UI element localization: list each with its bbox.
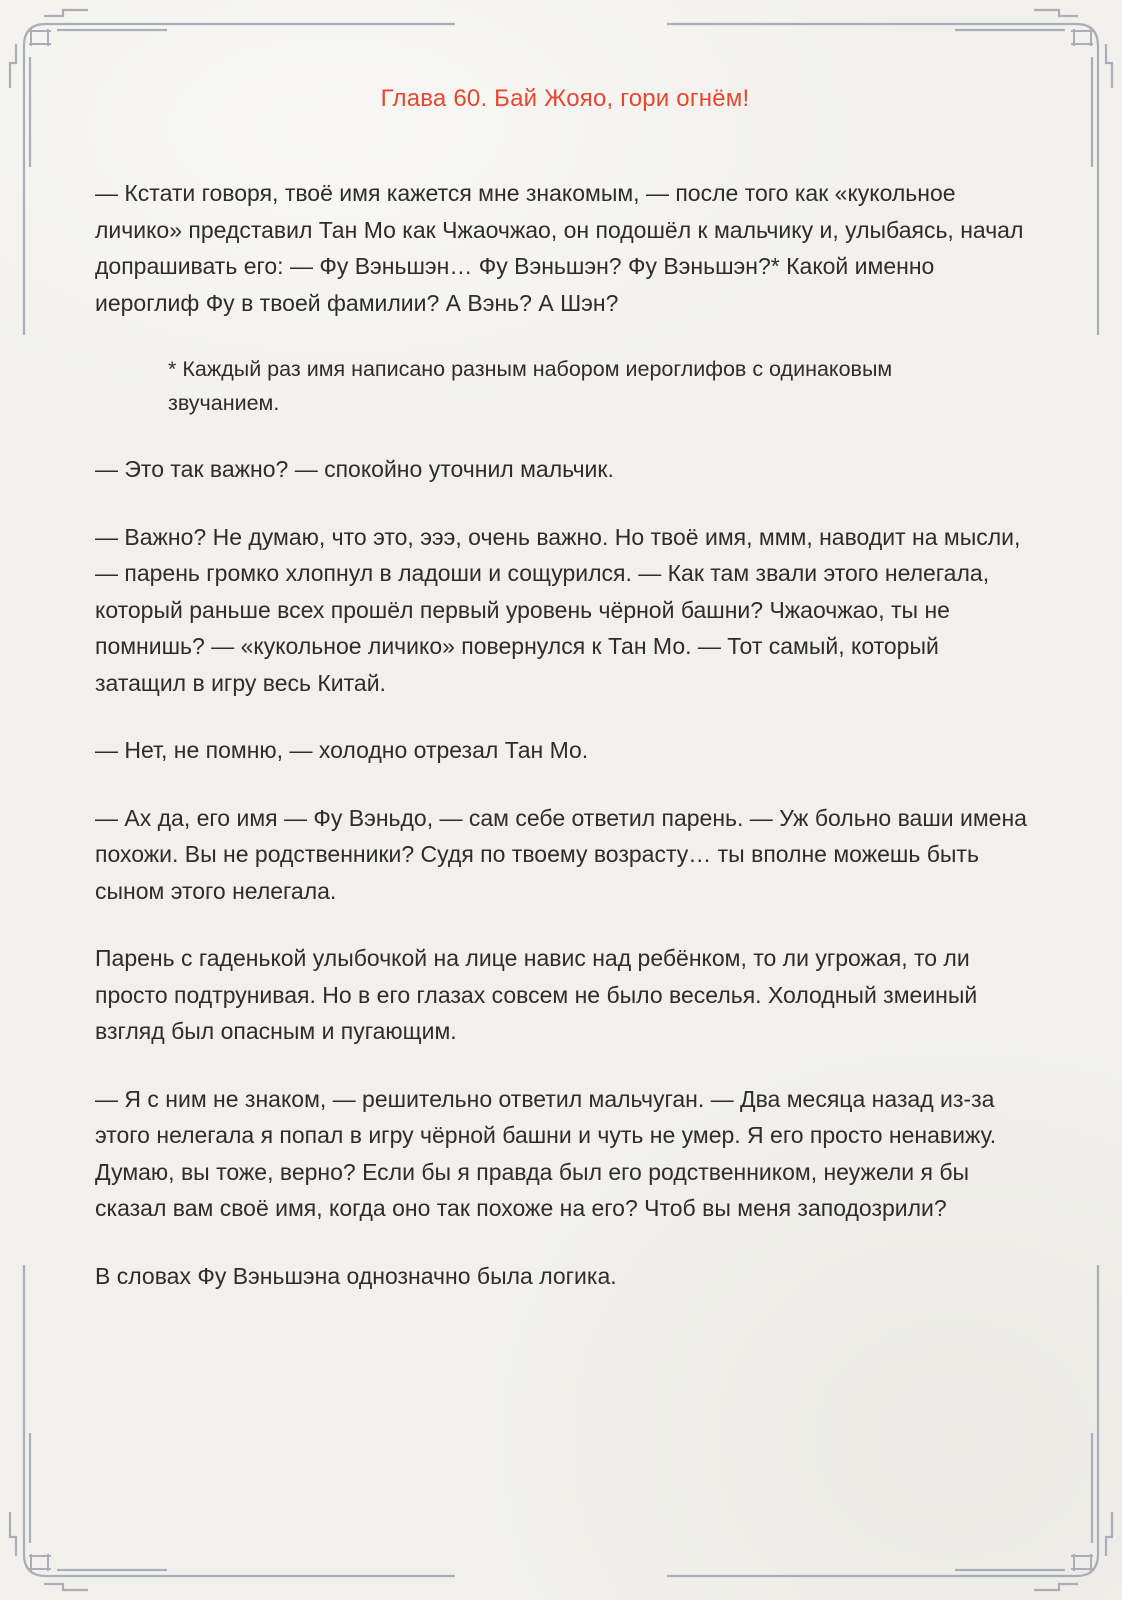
- paragraph-dialogue: — Важно? Не думаю, что это, эээ, очень важно. Но твоё имя, ммм, наводит на мысли, — парень громко хлопнул в ладоши и сощурился. — Как там звали этого нелегала, который раньше всех прошёл первый уровень чёрной башни? Чжаочжао, ты не помнишь? — «кукольное личико» повернулся к Тан Мо. — Тот самый, который затащил в игру весь Китай.: [95, 523, 1021, 696]
- paragraph-dialogue: — Кстати говоря, твоё имя кажется мне знакомым, — после того как «кукольное личико» представил Тан Мо как Чжаочжао, он подошёл к мальчику и, улыбаясь, начал допрашивать его: — Фу Вэньшэн… Фу Вэньшэн? Фу Вэньшэн?* Какой именно иероглиф Фу в твоей фамилии? А Вэнь? А Шэн?: [95, 180, 1024, 316]
- chapter-text-block: [95, 175, 1035, 1294]
- corner-frame-bottom-left-icon: [0, 1250, 561, 1600]
- paragraph-dialogue: — Ах да, его имя — Фу Вэньдо, — сам себе ответил парень. — Уж больно ваши имена похожи. Вы не родственники? Судя по твоему возрасту… ты вполне можешь быть сыном этого нелегала.: [95, 804, 1027, 904]
- chapter-title: Глава 60. Бай Жояо, гори огнём!: [380, 85, 750, 112]
- paragraph-narration: Парень с гаденькой улыбочкой на лице навис над ребёнком, то ли угрожая, то ли просто подтрунивая. Но в его глазах совсем не было веселья. Холодный змеиный взгляд был опасным и пугающим.: [95, 945, 978, 1044]
- paragraph-footnote: * Каждый раз имя написано разным набором иероглифов с одинаковым звучанием.: [168, 357, 893, 415]
- paragraph-narration: В словах Фу Вэньшэна однозначно была логика.: [95, 1262, 617, 1289]
- paragraph-dialogue: — Нет, не помню, — холодно отрезал Тан Мо.: [95, 737, 589, 763]
- corner-frame-bottom-right-icon: [561, 1250, 1122, 1600]
- paragraph-dialogue: — Я с ним не знаком, — решительно ответил мальчуган. — Два месяца назад из-за этого нелегала я попал в игру чёрной башни и чуть не умер. Я его просто ненавижу. Думаю, вы тоже, верно? Если бы я правда был его родственником, неужели я бы сказал вам своё имя, когда оно так похоже на его? Чтоб вы меня заподозрили?: [95, 1085, 997, 1221]
- paragraph-dialogue: — Это так важно? — спокойно уточнил мальчик.: [95, 456, 614, 482]
